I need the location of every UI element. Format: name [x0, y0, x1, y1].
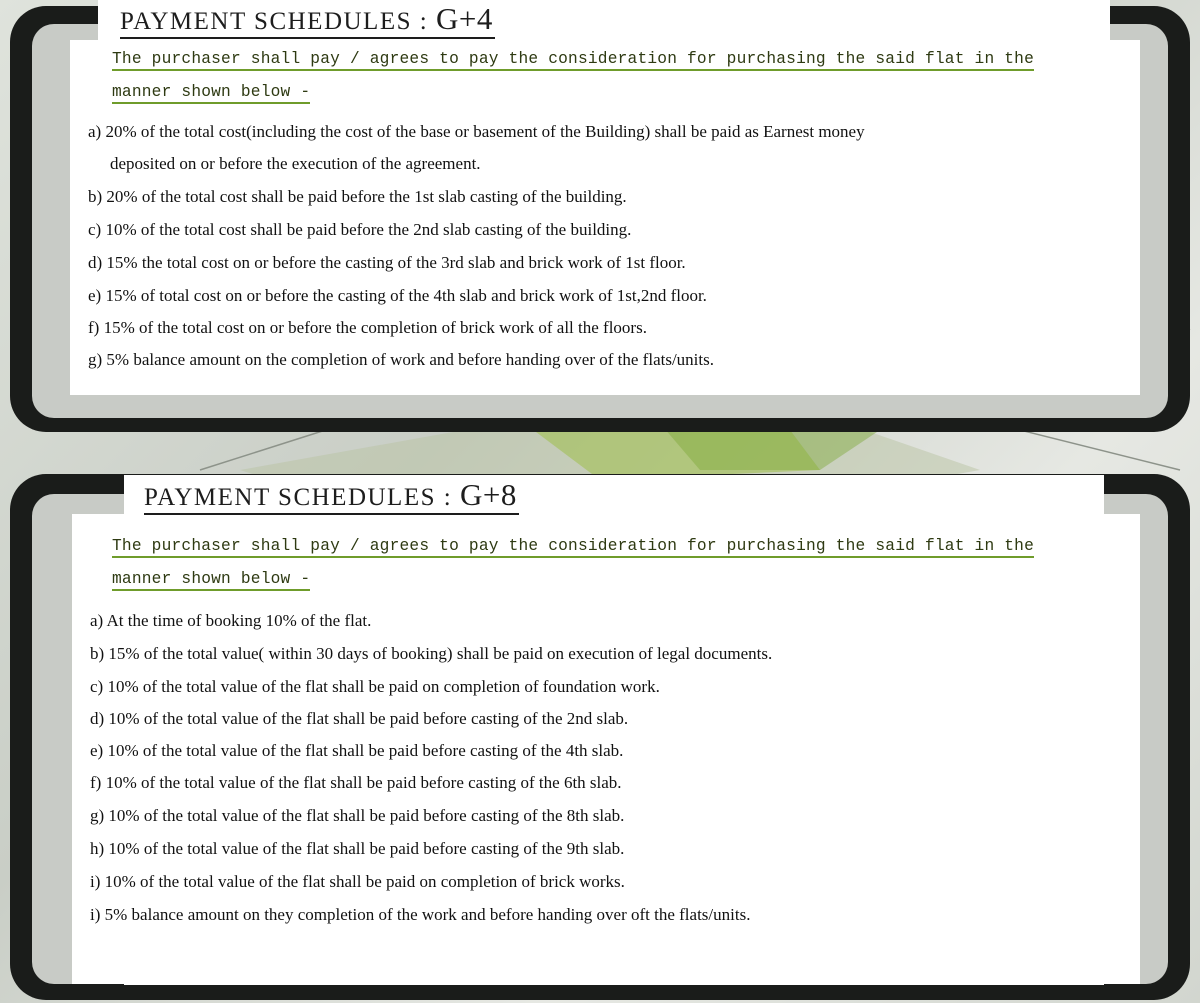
g4-title-text: PAYMENT SCHEDULES : [120, 8, 429, 35]
g4-item-b: b) 20% of the total cost shall be paid before the 1st slab casting of the building. [88, 187, 627, 206]
g8-item-e: e) 10% of the total value of the flat shall be paid before casting of the 4th slab. [90, 741, 624, 760]
g8-item-j: i) 5% balance amount on they completion of the work and before handing over oft the flats/units. [90, 905, 751, 924]
g8-item-g: g) 10% of the total value of the flat shall be paid before casting of the 8th slab. [90, 806, 625, 825]
g8-intro-line2: manner shown below - [112, 570, 310, 591]
g8-item-d: d) 10% of the total value of the flat shall be paid before casting of the 2nd slab. [90, 709, 629, 728]
g4-item-c: c) 10% of the total cost shall be paid before the 2nd slab casting of the building. [88, 220, 632, 239]
g8-item-i: i) 10% of the total value of the flat shall be paid on completion of brick works. [90, 872, 625, 891]
g4-item-a: a) 20% of the total cost(including the cost of the base or basement of the Building) shall be paid as Earnest money [88, 122, 865, 141]
g4-item-d: d) 15% the total cost on or before the casting of the 3rd slab and brick work of 1st floor. [88, 253, 686, 272]
g8-intro-line1: The purchaser shall pay / agrees to pay the consideration for purchasing the said flat in the [112, 537, 1034, 558]
g8-item-b: b) 15% of the total value( within 30 days of booking) shall be paid on execution of legal documents. [90, 644, 773, 663]
g8-item-h: h) 10% of the total value of the flat shall be paid before casting of the 9th slab. [90, 839, 625, 858]
g8-item-c: c) 10% of the total value of the flat shall be paid on completion of foundation work. [90, 677, 660, 696]
g4-schedule-title [120, 1, 495, 39]
g4-item-a-cont: deposited on or before the execution of the agreement. [110, 154, 481, 173]
g4-item-e: e) 15% of total cost on or before the casting of the 4th slab and brick work of 1st,2nd floor. [88, 286, 707, 305]
g4-item-f: f) 15% of the total cost on or before the completion of brick work of all the floors. [88, 318, 647, 337]
g8-title-suffix: G+8 [459, 477, 517, 512]
g8-item-a: a) At the time of booking 10% of the flat. [90, 611, 372, 630]
g4-intro-line1: The purchaser shall pay / agrees to pay the consideration for purchasing the said flat in the [112, 50, 1034, 71]
g4-item-g: g) 5% balance amount on the completion of work and before handing over of the flats/units. [88, 350, 714, 369]
g4-intro-line2: manner shown below - [112, 83, 310, 104]
g8-schedule-title [144, 477, 519, 515]
g8-title-text: PAYMENT SCHEDULES : [144, 484, 453, 511]
g4-title-suffix: G+4 [435, 1, 493, 36]
g8-item-f: f) 10% of the total value of the flat shall be paid before casting of the 6th slab. [90, 773, 622, 792]
